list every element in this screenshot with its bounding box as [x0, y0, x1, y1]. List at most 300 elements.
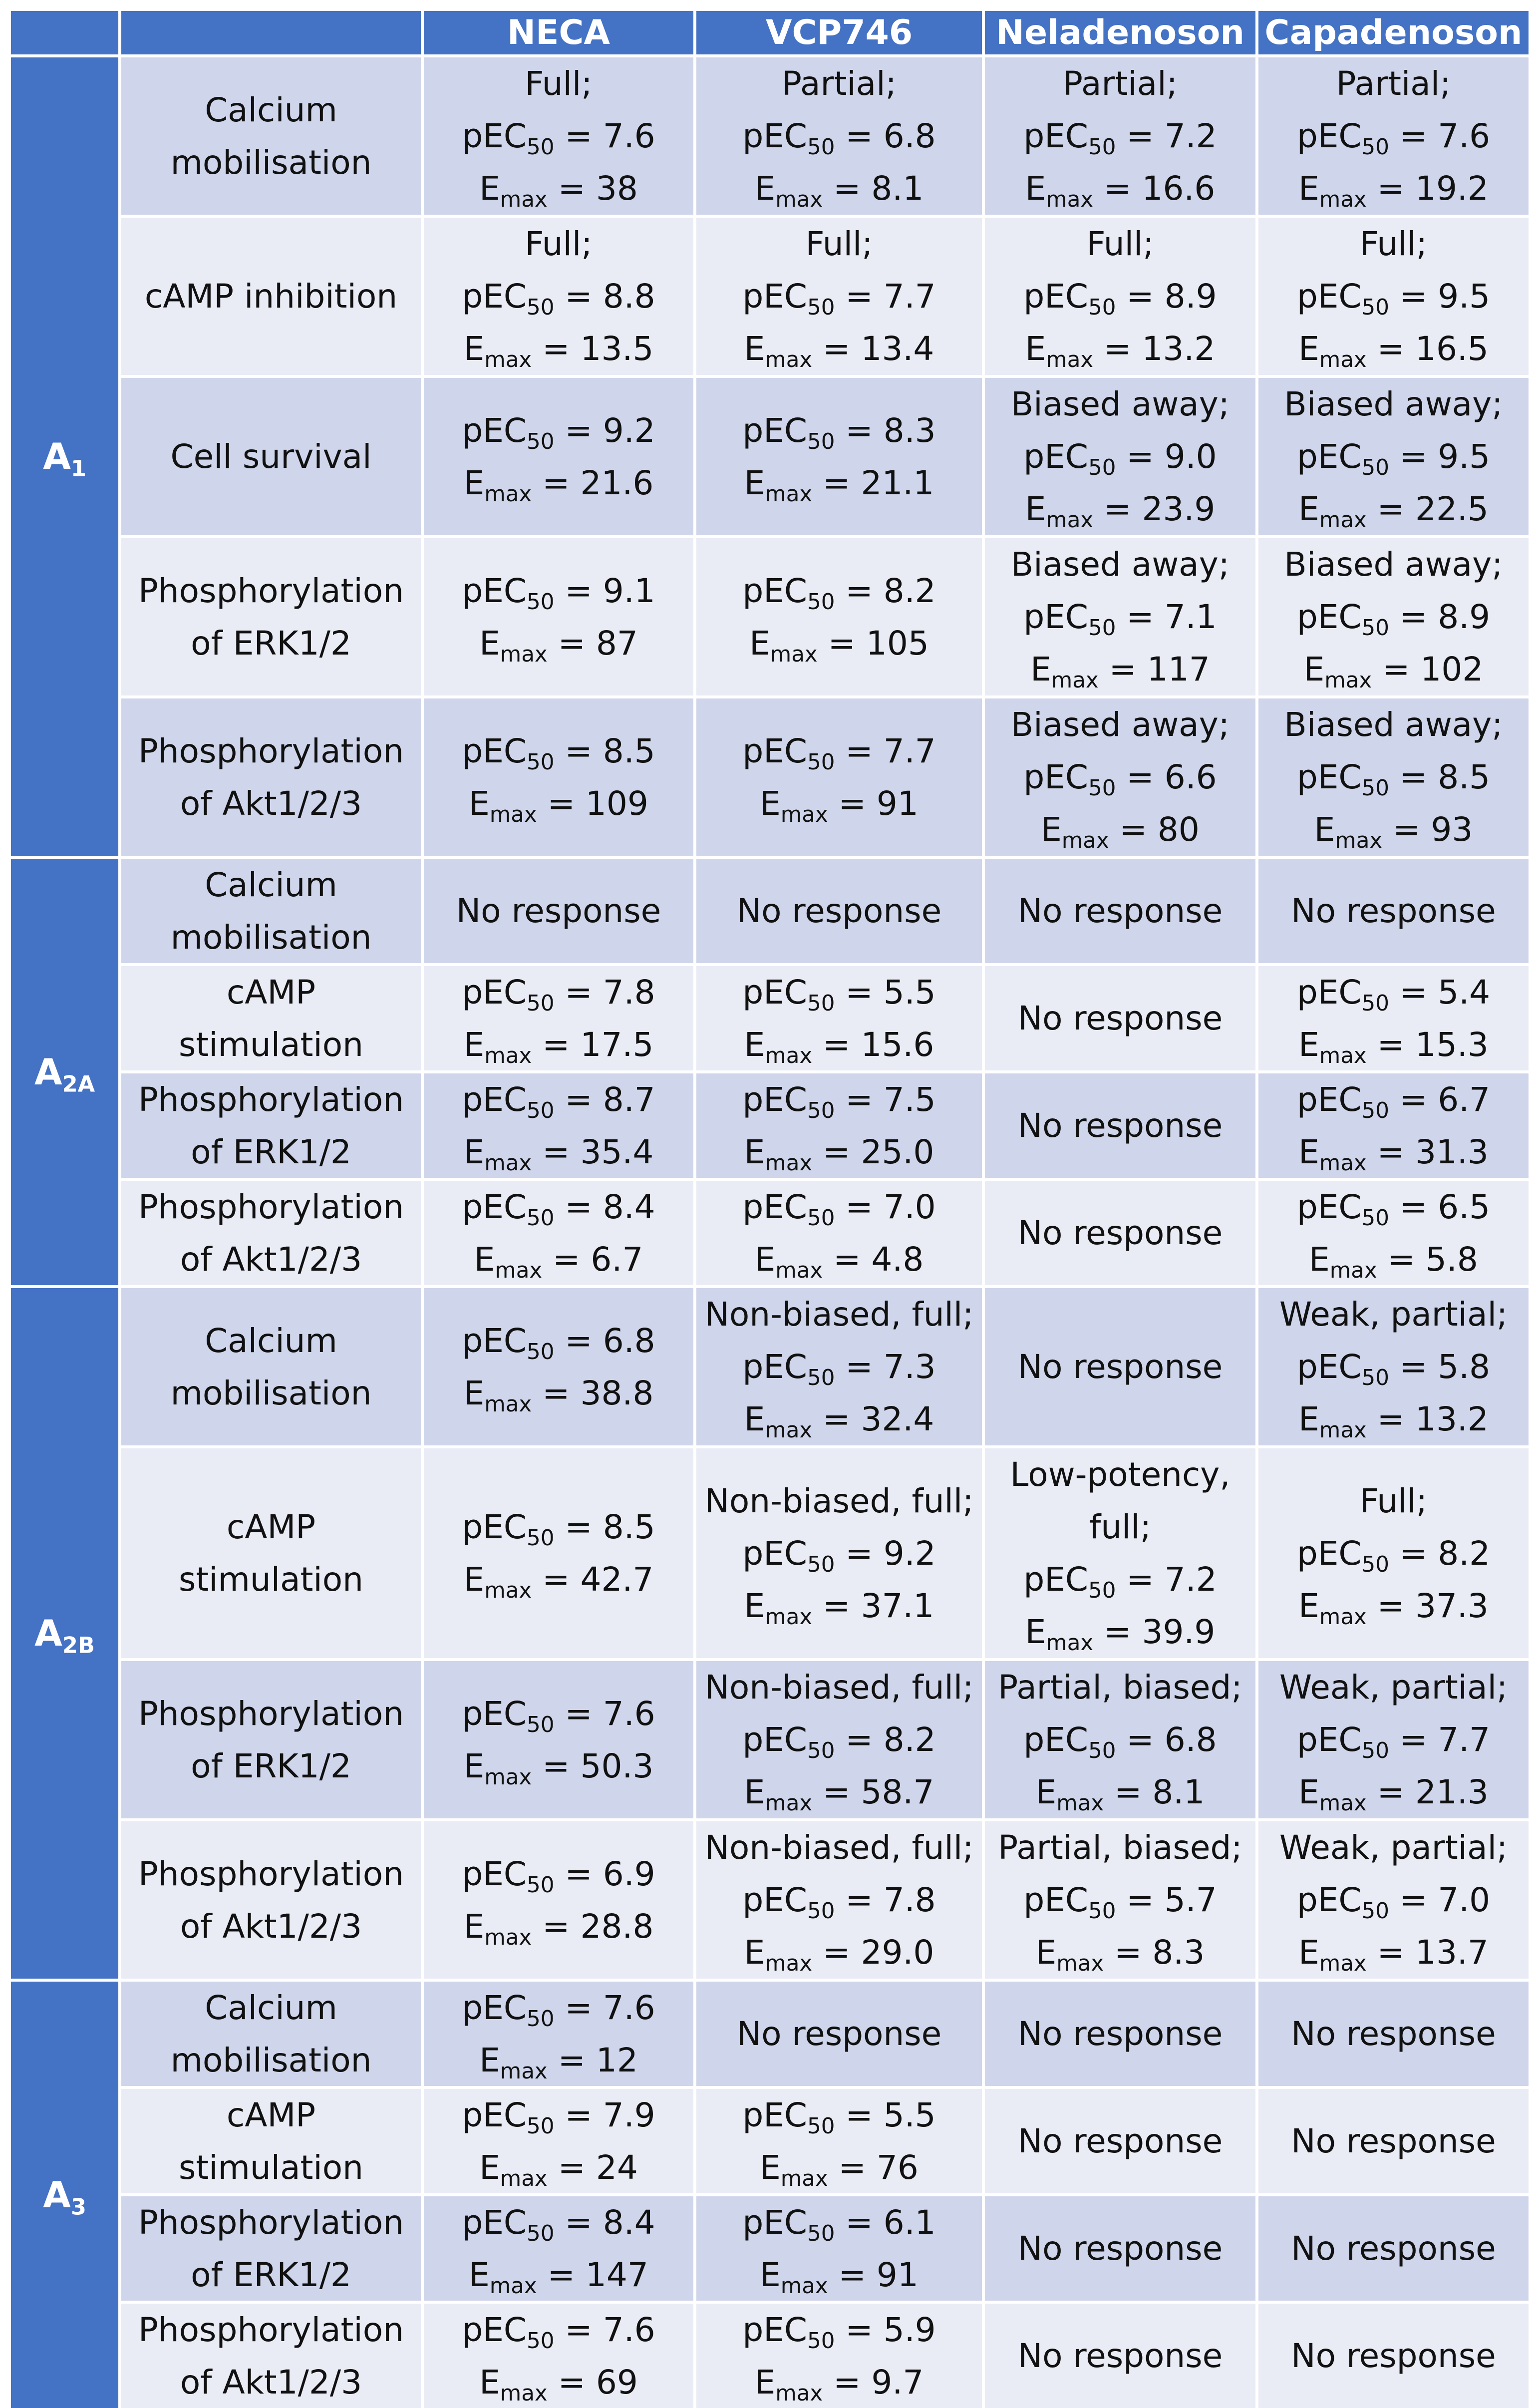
- response-subscript: max: [1046, 1631, 1093, 1656]
- response-line: [1041, 803, 1200, 856]
- response-line: [998, 1661, 1242, 1714]
- assay-label-line: Phosphorylation: [138, 565, 404, 617]
- response-text: pEC: [742, 117, 807, 155]
- assay-label-cell: [121, 57, 421, 215]
- response-text: E: [1025, 1613, 1046, 1651]
- response-line: [462, 1688, 655, 1740]
- response-cell: [696, 2089, 982, 2193]
- response-value: = 69: [548, 2363, 638, 2402]
- assay-label-line: stimulation: [179, 1553, 363, 1606]
- response-text: pEC: [1297, 1348, 1362, 1386]
- response-value: = 5.7: [1116, 1881, 1217, 1919]
- response-text: No response: [737, 892, 942, 930]
- assay-label-line: of ERK1/2: [191, 617, 351, 670]
- response-subscript: 50: [1362, 1205, 1389, 1230]
- response-line: [782, 57, 897, 110]
- response-subscript: max: [484, 1764, 532, 1789]
- response-line: [1018, 2222, 1223, 2275]
- response-text: pEC: [462, 2203, 527, 2242]
- response-subscript: 50: [527, 2221, 554, 2246]
- response-subscript: max: [765, 1150, 812, 1175]
- response-line: [1291, 2115, 1496, 2167]
- response-line: [462, 966, 655, 1019]
- response-line: [1018, 885, 1223, 937]
- response-cell: [696, 1448, 982, 1658]
- assay-label-line: Calcium: [205, 1315, 337, 1367]
- response-text: E: [469, 2256, 490, 2294]
- response-text: pEC: [1023, 437, 1088, 476]
- response-text: Weak, partial;: [1279, 1828, 1508, 1867]
- response-text: pEC: [742, 973, 807, 1012]
- response-text: No response: [1291, 2337, 1496, 2375]
- response-value: = 6.8: [1116, 1720, 1217, 1759]
- response-value: = 9.5: [1389, 277, 1490, 316]
- response-value: = 16.5: [1367, 330, 1489, 368]
- response-value: = 6.8: [835, 117, 935, 155]
- assay-label-line: cAMP: [227, 1501, 315, 1553]
- assay-label-line: Phosphorylation: [138, 2304, 404, 2356]
- response-cell: [696, 859, 982, 963]
- response-line: [1309, 1233, 1478, 1286]
- response-line: [742, 1073, 935, 1126]
- response-value: = 6.1: [835, 2203, 935, 2242]
- response-subscript: max: [775, 187, 823, 212]
- response-line: [1297, 430, 1490, 483]
- response-line: [1284, 378, 1503, 430]
- response-text: E: [1298, 490, 1319, 528]
- response-text: E: [744, 1773, 765, 1811]
- response-text: pEC: [1297, 973, 1362, 1012]
- response-text: pEC: [1023, 1560, 1088, 1599]
- response-line: [462, 1181, 655, 1233]
- response-value: = 25.0: [812, 1133, 934, 1171]
- response-text: pEC: [1023, 277, 1088, 316]
- response-subscript: 50: [1362, 135, 1389, 160]
- response-line: [1025, 323, 1216, 375]
- response-cell: [696, 1821, 982, 1979]
- response-line: [755, 162, 924, 215]
- response-subscript: 50: [527, 2006, 554, 2031]
- response-value: = 7.6: [554, 1989, 655, 2027]
- response-value: = 37.1: [812, 1587, 934, 1625]
- response-value: = 109: [537, 784, 648, 823]
- response-text: No response: [456, 892, 661, 930]
- response-line: [1298, 1019, 1489, 1071]
- response-value: = 23.9: [1093, 490, 1215, 528]
- response-text: E: [1304, 650, 1325, 688]
- response-subscript: max: [1056, 1951, 1104, 1976]
- response-line: [1297, 591, 1490, 643]
- response-line: [464, 457, 654, 509]
- response-subscript: 50: [1088, 295, 1116, 320]
- response-subscript: max: [1319, 1150, 1367, 1175]
- response-subscript: 50: [527, 2113, 554, 2138]
- response-subscript: max: [1046, 508, 1093, 533]
- response-text: pEC: [1023, 758, 1088, 796]
- response-cell: [985, 1982, 1255, 2086]
- response-subscript: 50: [1088, 1578, 1116, 1603]
- response-value: = 32.4: [812, 1400, 934, 1438]
- response-value: = 58.7: [812, 1773, 934, 1811]
- response-text: pEC: [1023, 1881, 1088, 1919]
- response-text: Biased away;: [1011, 545, 1229, 584]
- response-text: pEC: [1297, 1534, 1362, 1573]
- response-subscript: max: [1335, 828, 1382, 853]
- response-text: pEC: [462, 1855, 527, 1893]
- response-cell: [985, 538, 1255, 695]
- response-line: [462, 2089, 655, 2141]
- response-subscript: 50: [527, 135, 554, 160]
- receptor-name: [34, 1046, 95, 1098]
- response-line: [737, 2008, 942, 2060]
- response-text: No response: [1018, 2229, 1223, 2268]
- response-cell: [696, 1073, 982, 1178]
- response-cell: [1258, 698, 1529, 856]
- response-cell: [1258, 1821, 1529, 1979]
- response-subscript: max: [484, 1150, 532, 1175]
- response-text: No response: [1291, 2229, 1496, 2268]
- response-line: [1023, 1714, 1217, 1766]
- response-line: [1298, 162, 1489, 215]
- response-subscript: max: [1330, 1258, 1377, 1283]
- response-text: E: [1025, 169, 1046, 208]
- response-line: [1298, 323, 1489, 375]
- assay-label-cell: [121, 698, 421, 856]
- response-value: = 5.8: [1389, 1348, 1490, 1386]
- response-text: E: [479, 2148, 500, 2187]
- response-text: No response: [1291, 2122, 1496, 2160]
- response-line: [742, 725, 935, 777]
- response-subscript: 50: [807, 749, 835, 774]
- response-text: full;: [1089, 1508, 1151, 1546]
- response-text: No response: [1018, 2337, 1223, 2375]
- response-value: = 7.2: [1116, 1560, 1217, 1599]
- response-subscript: 50: [1088, 1899, 1116, 1924]
- response-cell: [985, 2196, 1255, 2301]
- response-text: pEC: [742, 1348, 807, 1386]
- response-value: = 6.7: [542, 1240, 643, 1279]
- response-value: = 7.6: [554, 1695, 655, 1733]
- response-line: [1297, 966, 1490, 1019]
- assay-label-line: of ERK1/2: [191, 1126, 351, 1178]
- assay-label-line: Phosphorylation: [138, 1688, 404, 1740]
- response-text: No response: [1018, 2015, 1223, 2053]
- column-header-neladenoson: Neladenoson: [985, 11, 1255, 54]
- response-subscript: max: [1319, 187, 1367, 212]
- assay-label-cell: [121, 859, 421, 963]
- response-line: [1023, 430, 1217, 483]
- response-cell: [985, 2304, 1255, 2408]
- receptor-name: [43, 2169, 86, 2221]
- response-subscript: max: [484, 347, 532, 372]
- response-line: [1291, 2330, 1496, 2382]
- response-value: = 7.6: [554, 2311, 655, 2349]
- response-text: Biased away;: [1011, 705, 1229, 744]
- response-subscript: max: [500, 2059, 548, 2083]
- response-text: pEC: [742, 732, 807, 770]
- response-line: [1298, 1766, 1489, 1818]
- response-subscript: 50: [527, 749, 554, 774]
- response-line: [1025, 1606, 1216, 1658]
- response-text: pEC: [742, 1188, 807, 1226]
- response-line: [755, 1233, 924, 1286]
- response-text: pEC: [1023, 598, 1088, 636]
- response-line: [1089, 1501, 1151, 1553]
- response-subscript: max: [775, 2381, 823, 2406]
- response-value: = 21.1: [812, 464, 934, 502]
- response-cell: [696, 2304, 982, 2408]
- response-line: [742, 1527, 935, 1580]
- response-line: [462, 1073, 655, 1126]
- response-value: = 13.4: [812, 330, 934, 368]
- assay-label-line: Phosphorylation: [138, 1073, 404, 1126]
- table-corner-cell: [11, 11, 118, 54]
- assay-label-line: of Akt1/2/3: [180, 777, 362, 830]
- response-line: [1291, 2008, 1496, 2060]
- response-text: E: [1298, 1933, 1319, 1972]
- response-text: No response: [1018, 2122, 1223, 2160]
- response-cell: [1258, 218, 1529, 375]
- response-subscript: max: [1062, 828, 1109, 853]
- response-line: [1063, 57, 1178, 110]
- response-cell: [1258, 1982, 1529, 2086]
- response-subscript: max: [500, 2166, 548, 2191]
- response-subscript: max: [1324, 668, 1372, 693]
- assay-label-line: of Akt1/2/3: [180, 1233, 362, 1286]
- response-text: E: [760, 2256, 781, 2294]
- response-line: [479, 2141, 638, 2194]
- response-value: = 35.4: [532, 1133, 653, 1171]
- response-value: = 17.5: [532, 1026, 653, 1064]
- response-subscript: 50: [807, 991, 835, 1016]
- response-cell: [696, 2196, 982, 2301]
- response-value: = 50.3: [532, 1747, 653, 1785]
- response-value: = 76: [828, 2148, 919, 2187]
- response-subscript: max: [765, 1043, 812, 1068]
- response-line: [1018, 992, 1223, 1044]
- response-subscript: max: [1319, 1791, 1367, 1816]
- response-cell: [985, 57, 1255, 215]
- response-subscript: 50: [807, 589, 835, 614]
- response-subscript: max: [1319, 1604, 1367, 1629]
- response-text: Biased away;: [1011, 385, 1229, 423]
- response-value: = 93: [1382, 810, 1473, 849]
- response-line: [742, 565, 935, 617]
- response-cell: [1258, 1661, 1529, 1818]
- receptor-name: [43, 430, 86, 483]
- response-cell: [424, 1181, 693, 1285]
- response-cell: [696, 1288, 982, 1445]
- response-subscript: max: [765, 481, 812, 506]
- response-subscript: 50: [1088, 455, 1116, 480]
- response-value: = 8.2: [1389, 1534, 1490, 1573]
- assay-label-line: Phosphorylation: [138, 725, 404, 777]
- response-value: = 7.1: [1116, 598, 1217, 636]
- response-line: [1297, 1181, 1490, 1233]
- response-subscript: 50: [527, 2328, 554, 2353]
- response-subscript: 50: [807, 1098, 835, 1123]
- response-subscript: max: [781, 2273, 828, 2298]
- response-line: [525, 218, 592, 270]
- response-value: = 31.3: [1367, 1133, 1489, 1171]
- response-value: = 8.2: [835, 572, 935, 610]
- response-value: = 9.2: [835, 1534, 935, 1573]
- response-value: = 28.8: [532, 1907, 653, 1946]
- response-line: [705, 1821, 974, 1874]
- receptor-subtype: 2A: [62, 1071, 95, 1097]
- response-value: = 7.0: [1389, 1881, 1490, 1919]
- assay-label-cell: [121, 1181, 421, 1285]
- response-subscript: max: [781, 2166, 828, 2191]
- response-value: = 7.3: [835, 1348, 935, 1386]
- response-line: [462, 404, 655, 457]
- response-text: E: [464, 1560, 485, 1599]
- response-subscript: max: [484, 1043, 532, 1068]
- response-text: pEC: [742, 277, 807, 316]
- assay-label-line: Phosphorylation: [138, 2196, 404, 2249]
- assay-label-line: mobilisation: [171, 136, 372, 189]
- response-text: E: [1298, 330, 1319, 368]
- response-subscript: 50: [1362, 1899, 1389, 1924]
- response-line: [749, 617, 929, 670]
- response-text: pEC: [462, 1080, 527, 1119]
- response-line: [1297, 110, 1490, 162]
- assay-header-cell: [121, 11, 421, 54]
- response-line: [744, 1580, 934, 1632]
- response-text: pEC: [462, 1695, 527, 1733]
- response-value: = 6.6: [1116, 758, 1217, 796]
- response-text: E: [1298, 1400, 1319, 1438]
- response-line: [744, 1766, 934, 1818]
- response-cell: [985, 1288, 1255, 1445]
- response-text: pEC: [1297, 277, 1362, 316]
- response-text: pEC: [742, 1881, 807, 1919]
- response-line: [705, 1288, 974, 1341]
- response-line: [469, 2249, 648, 2301]
- response-text: Low-potency,: [1010, 1455, 1230, 1494]
- response-value: = 15.6: [812, 1026, 934, 1064]
- response-value: = 6.7: [1389, 1080, 1490, 1119]
- response-line: [744, 1019, 934, 1071]
- response-line: [1336, 57, 1451, 110]
- response-cell: [1258, 2196, 1529, 2301]
- response-subscript: 50: [807, 1205, 835, 1230]
- response-subscript: 50: [1362, 1552, 1389, 1577]
- response-value: = 91: [828, 784, 919, 823]
- assay-label-line: of ERK1/2: [191, 1740, 351, 1792]
- response-subscript: max: [775, 1258, 823, 1283]
- response-text: pEC: [462, 973, 527, 1012]
- response-line: [1279, 1821, 1508, 1874]
- assay-label-cell: [121, 378, 421, 535]
- response-cell: [424, 859, 693, 963]
- response-line: [456, 885, 661, 937]
- response-line: [525, 57, 592, 110]
- response-line: [1023, 270, 1217, 323]
- assay-label-line: of Akt1/2/3: [180, 1900, 362, 1953]
- response-line: [464, 1367, 654, 1419]
- response-line: [1297, 1874, 1490, 1926]
- response-line: [462, 725, 655, 777]
- response-line: [1297, 751, 1490, 803]
- response-line: [1036, 1766, 1205, 1818]
- response-text: E: [755, 2363, 776, 2402]
- response-value: = 8.8: [554, 277, 655, 316]
- response-text: Non-biased, full;: [705, 1482, 974, 1520]
- response-text: Partial, biased;: [998, 1828, 1242, 1867]
- response-subscript: 50: [1362, 295, 1389, 320]
- response-text: E: [744, 1587, 765, 1625]
- response-value: = 105: [818, 624, 929, 663]
- response-text: Non-biased, full;: [705, 1295, 974, 1334]
- response-text: Biased away;: [1284, 385, 1503, 423]
- response-subscript: max: [484, 481, 532, 506]
- column-header-vcp746: VCP746: [696, 11, 982, 54]
- response-text: E: [1030, 650, 1051, 688]
- response-value: = 8.5: [1389, 758, 1490, 796]
- response-cell: [696, 1982, 982, 2086]
- response-line: [1023, 110, 1217, 162]
- response-line: [1284, 538, 1503, 591]
- response-line: [479, 2034, 638, 2086]
- response-line: [462, 1315, 655, 1367]
- assay-label-line: Cell survival: [171, 430, 372, 483]
- assay-label-line: Phosphorylation: [138, 1848, 404, 1900]
- response-value: = 8.1: [1104, 1773, 1205, 1811]
- response-cell: [1258, 859, 1529, 963]
- response-line: [1018, 2008, 1223, 2060]
- assay-label-cell: [121, 2089, 421, 2193]
- response-line: [742, 2304, 935, 2356]
- response-subscript: max: [490, 2273, 537, 2298]
- response-line: [1360, 1475, 1427, 1527]
- response-text: E: [464, 1907, 485, 1946]
- response-text: pEC: [462, 2311, 527, 2349]
- response-text: pEC: [742, 1080, 807, 1119]
- response-value: = 7.6: [554, 117, 655, 155]
- response-subscript: 50: [1088, 616, 1116, 641]
- response-text: E: [1298, 1026, 1319, 1064]
- response-line: [744, 457, 934, 509]
- assay-label-line: cAMP: [227, 966, 315, 1019]
- assay-label-cell: [121, 1982, 421, 2086]
- response-text: Partial;: [1063, 64, 1178, 103]
- receptor-base: A: [43, 2174, 71, 2216]
- response-value: = 13.2: [1367, 1400, 1489, 1438]
- response-text: E: [479, 2041, 500, 2079]
- assay-label-line: mobilisation: [171, 911, 372, 964]
- response-subscript: max: [490, 802, 537, 827]
- response-value: = 22.5: [1367, 490, 1489, 528]
- response-line: [464, 1900, 654, 1953]
- response-line: [462, 1982, 655, 2034]
- agonist-profile-table: [11, 11, 1526, 2368]
- response-subscript: max: [500, 642, 548, 667]
- response-line: [755, 2356, 924, 2408]
- response-text: No response: [1291, 2015, 1496, 2053]
- response-value: = 102: [1372, 650, 1483, 688]
- response-subscript: max: [1319, 508, 1367, 533]
- response-cell: [424, 1448, 693, 1658]
- response-text: Full;: [1086, 225, 1154, 263]
- response-line: [998, 1821, 1242, 1874]
- response-text: E: [464, 1747, 485, 1785]
- response-value: = 91: [828, 2256, 919, 2294]
- response-cell: [696, 538, 982, 695]
- response-cell: [985, 1181, 1255, 1285]
- response-line: [1279, 1288, 1508, 1341]
- response-text: pEC: [462, 1322, 527, 1360]
